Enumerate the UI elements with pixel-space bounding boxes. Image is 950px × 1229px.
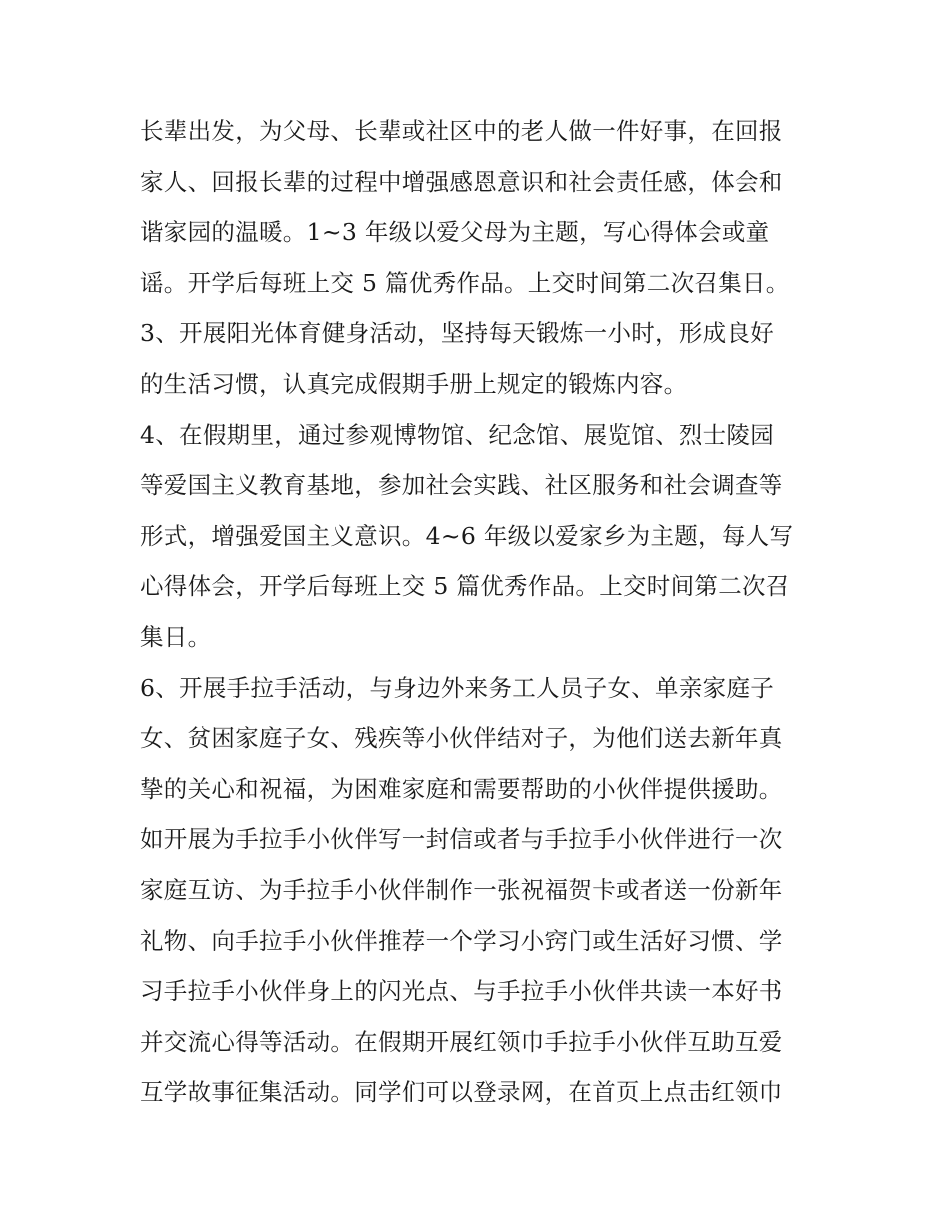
- text-line: 互学故事征集活动。同学们可以登录网，在首页上点击红领巾: [140, 1078, 783, 1107]
- text-line: 6、开展手拉手活动，与身边外来务工人员子女、单亲家庭子: [140, 673, 775, 702]
- text-line: 集日。: [140, 622, 212, 651]
- text-line: 等爱国主义教育基地，参加社会实践、社区服务和社会调查等: [140, 471, 783, 500]
- text-line: 4、在假期里，通过参观博物馆、纪念馆、展览馆、烈士陵园: [140, 420, 775, 449]
- text-line: 礼物、向手拉手小伙伴推荐一个学习小窍门或生活好习惯、学: [140, 926, 783, 955]
- text-line: 3、开展阳光体育健身活动，坚持每天锻炼一小时，形成良好: [140, 319, 775, 348]
- text-line: 如开展为手拉手小伙伴写一封信或者与手拉手小伙伴进行一次: [140, 825, 783, 854]
- text-line: 谐家园的温暖。1~3 年级以爱父母为主题，写心得体会或童: [140, 218, 770, 247]
- text-line: 家人、回报长辈的过程中增强感恩意识和社会责任感，体会和: [140, 167, 783, 196]
- document-body: [140, 106, 820, 1118]
- text-line: 家庭互访、为手拉手小伙伴制作一张祝福贺卡或者送一份新年: [140, 875, 783, 904]
- text-line: 形式，增强爱国主义意识。4~6 年级以爱家乡为主题，每人写: [140, 521, 794, 550]
- text-line: 习手拉手小伙伴身上的闪光点、与手拉手小伙伴共读一本好书: [140, 977, 783, 1006]
- text-line: 女、贫困家庭子女、残疾等小伙伴结对子，为他们送去新年真: [140, 724, 783, 753]
- text-line: 长辈出发，为父母、长辈或社区中的老人做一件好事，在回报: [140, 117, 783, 145]
- text-line: 心得体会，开学后每班上交 5 篇优秀作品。上交时间第二次召: [140, 572, 790, 601]
- text-line: 并交流心得等活动。在假期开展红领巾手拉手小伙伴互助互爱: [140, 1027, 783, 1056]
- text-line: 的生活习惯，认真完成假期手册上规定的锻炼内容。: [140, 369, 688, 398]
- text-line: 挚的关心和祝福，为困难家庭和需要帮助的小伙伴提供援助。: [140, 774, 783, 803]
- text-line: 谣。开学后每班上交 5 篇优秀作品。上交时间第二次召集日。: [140, 268, 790, 297]
